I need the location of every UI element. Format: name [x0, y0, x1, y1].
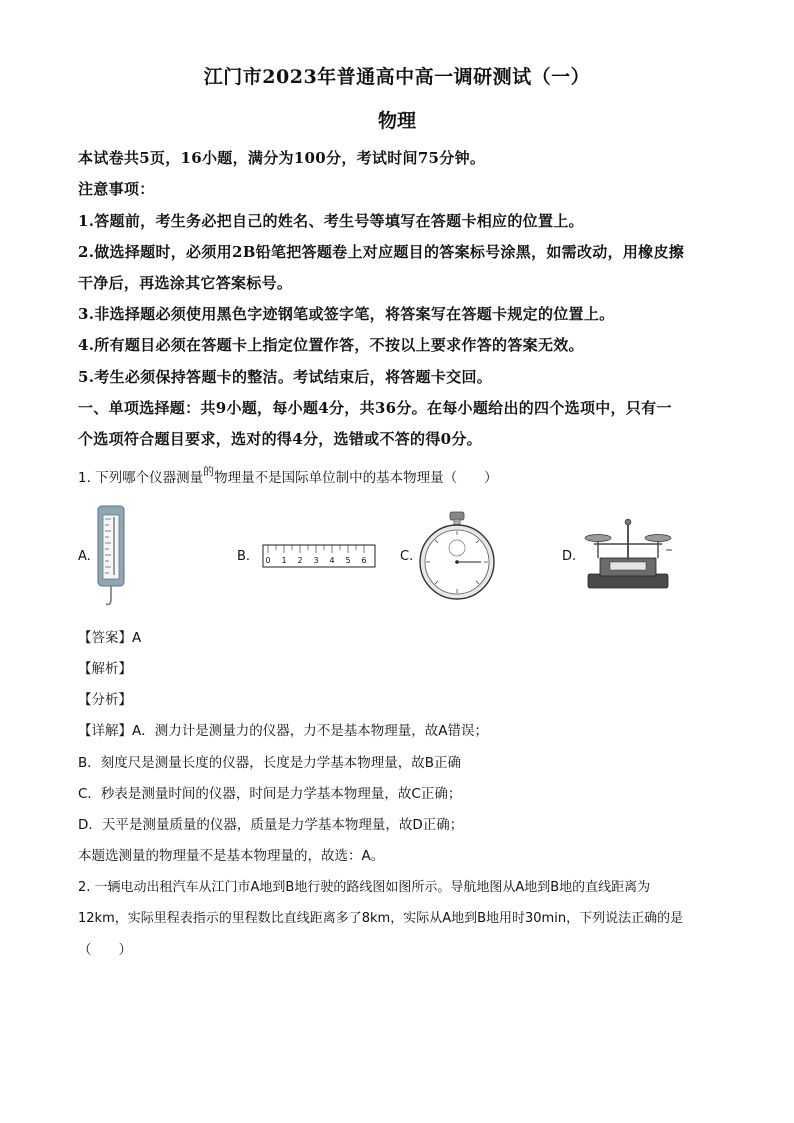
question-2-line-3: （ ） [78, 942, 132, 958]
page-title: 江门市2023年普通高中高一调研测试（一） [203, 66, 591, 88]
balance-scale-icon [580, 514, 676, 592]
analysis-heading: 【解析】 [78, 661, 132, 677]
option-c-label: C. [400, 549, 414, 564]
question-1-stem [78, 466, 718, 486]
exam-info: 本试卷共5页，16小题，满分为100分，考试时间75分钟。 [78, 149, 486, 167]
fenxi-heading: 【分析】 [78, 692, 132, 708]
ruler-tick-3: 3 [313, 556, 319, 565]
notice-item-2-cont: 干净后，再选涂其它答案标号。 [78, 274, 293, 292]
question-2-line-2: 12km，实际里程表指示的里程数比直线距离多了8km，实际从A地到B地用时30min，下列说法正确的是 [78, 911, 684, 926]
detail-line-3: C．秒表是测量时间的仪器，时间是力学基本物理量，故C正确； [78, 786, 462, 802]
stopwatch-icon [417, 510, 497, 602]
page-subtitle: 物理 [377, 110, 416, 132]
question-1-stem-a: 1. 下列哪个仪器测量 [78, 470, 204, 486]
ruler-tick-4: 4 [329, 556, 335, 565]
ruler-tick-5: 5 [345, 556, 351, 565]
detail-line-1: 【详解】A．测力计是测量力的仪器，力不是基本物理量，故A错误； [78, 723, 488, 739]
option-d-label: D. [562, 549, 577, 564]
question-1-stem-sup: 的 [203, 465, 215, 478]
spring-scale-icon [94, 503, 128, 611]
ruler-tick-6: 6 [361, 556, 367, 565]
notice-heading: 注意事项： [78, 180, 155, 198]
ruler-icon [262, 544, 376, 568]
section-heading-cont: 个选项符合题目要求，选对的得4分，选错或不答的得0分。 [78, 430, 482, 448]
section-heading: 一、单项选择题：共9小题，每小题4分，共36分。在每小题给出的四个选项中，只有一 [78, 399, 672, 417]
question-2-line-1: 2. 一辆电动出租汽车从江门市A地到B地行驶的路线图如图所示。导航地图从A地到B地的直线距离为 [78, 880, 651, 895]
notice-item-3: 3.非选择题必须使用黑色字迹钢笔或签字笔，将答案写在答题卡规定的位置上。 [78, 305, 615, 323]
notice-item-2: 2.做选择题时，必须用2B铅笔把答题卷上对应题目的答案标号涂黑，如需改动，用橡皮擦 [78, 243, 685, 261]
answer-line: 【答案】A [78, 630, 142, 646]
notice-item-4: 4.所有题目必须在答题卡上指定位置作答，不按以上要求作答的答案无效。 [78, 336, 584, 354]
ruler-tick-0: 0 [265, 556, 271, 565]
notice-item-1: 1.答题前，考生务必把自己的姓名、考生号等填写在答题卡相应的位置上。 [78, 212, 584, 230]
option-b-label: B. [237, 549, 251, 564]
detail-line-4: D．天平是测量质量的仪器，质量是力学基本物理量，故D正确； [78, 817, 464, 833]
option-a-label: A. [78, 549, 91, 564]
detail-conclusion: 本题选测量的物理量不是基本物理量的，故选：A。 [78, 848, 385, 864]
ruler-tick-1: 1 [281, 556, 287, 565]
question-1-stem-b: 物理量不是国际单位制中的基本物理量（ ） [214, 470, 498, 486]
notice-item-5: 5.考生必须保持答题卡的整洁。考试结束后，将答题卡交回。 [78, 368, 493, 386]
ruler-tick-2: 2 [297, 556, 303, 565]
detail-line-2: B．刻度尺是测量长度的仪器，长度是力学基本物理量，故B正确 [78, 755, 462, 771]
